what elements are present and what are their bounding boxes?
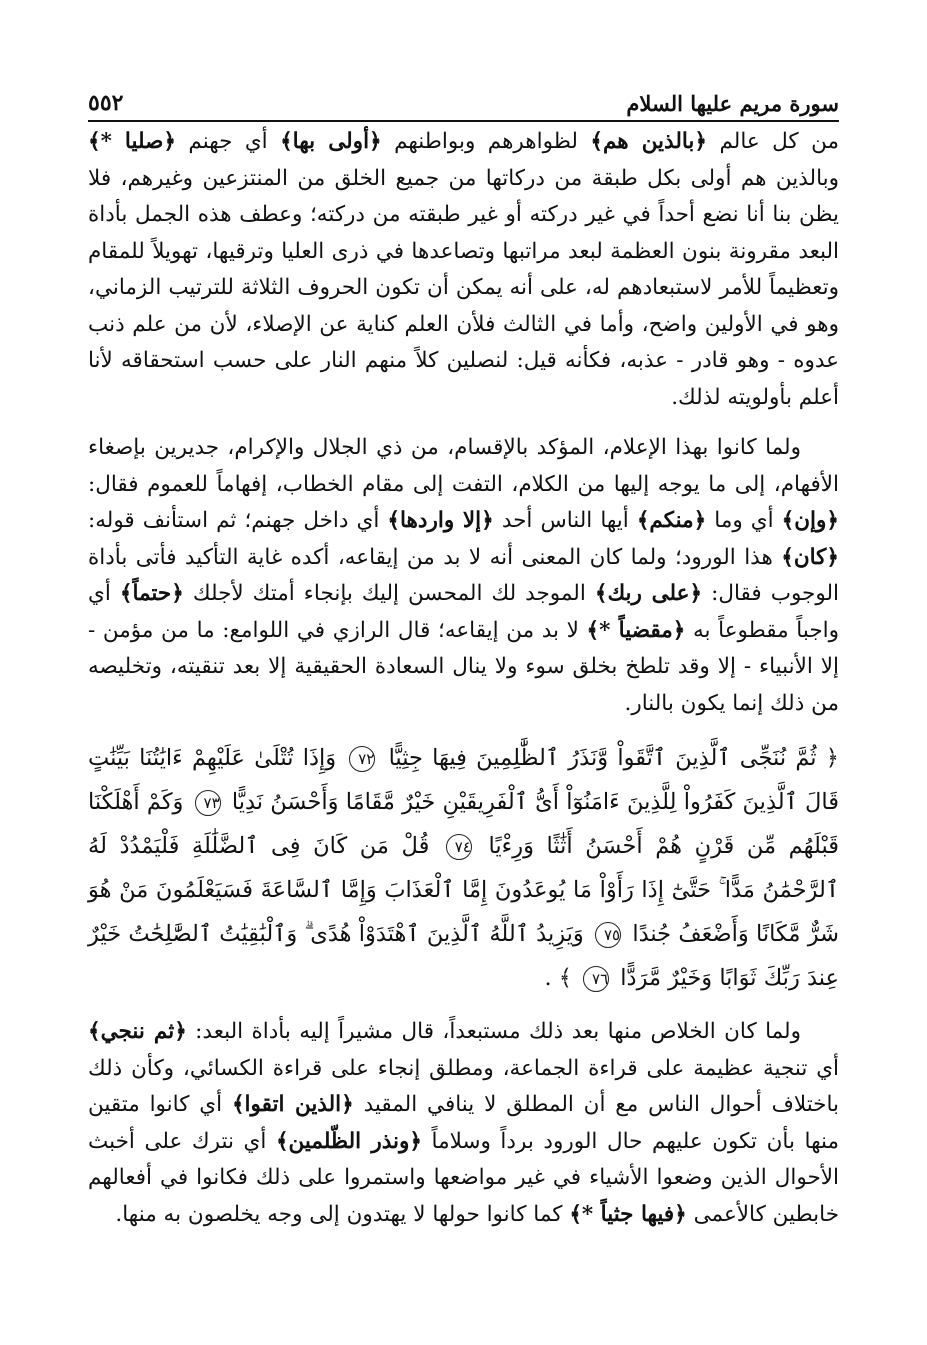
page-header bbox=[88, 80, 839, 122]
verse-closing-bracket: ﴾ . bbox=[544, 965, 580, 991]
ayah-number-marker: ٧٥ bbox=[595, 922, 621, 948]
quoted-phrase: ﴿حتماً﴾ bbox=[119, 581, 184, 606]
page-body bbox=[88, 124, 839, 1233]
quoted-phrase: ﴿إلا واردها﴾ bbox=[387, 508, 494, 533]
text-run: أي كانوا متقين منها بأن تكون عليهم حال الورود برداً وسلاماً bbox=[88, 1092, 839, 1154]
quran-verses bbox=[88, 736, 839, 1000]
text-run: وبالذين هم أولى بكل طبقة من دركاتها من جميع الخلق من المنتزعين وغيرهم، فلا يظن بنا أنا نضع أحداً في غير دركته أو غير طبقته من دركته؛ وعطف هذه الجمل بأداة البعد مقرونة بنون العظمة لبعد مراتبها وتصاعدها في ذرى العليا وترقيها، تهويلاً للمقام وتعظيماً للأمر لاستبعادهم له، على أنه يمكن أن تكون الحروف الثلاثة للترتيب الزماني، وهو في الأولين واضح، وأما في الثالث فلأن العلم كناية عن الإصلاء، لأن من علم ذنب عدوه - وهو قادر - عذبه، فكأنه قيل: لنصلين كلاً منهم النار على حسب استحقاقه لأنا أعلم بأولويته لذلك. bbox=[88, 165, 839, 410]
paragraph-1 bbox=[88, 124, 839, 416]
quoted-phrase: ﴿مقضياً *﴾ bbox=[586, 617, 686, 643]
text-run: أي داخل جهنم؛ ثم استأنف قوله: bbox=[88, 508, 388, 533]
paragraph-2 bbox=[88, 430, 839, 722]
quoted-phrase: ﴿على ربك﴾ bbox=[594, 581, 703, 606]
text-run: ولما كانوا بهذا الإعلام، المؤكد بالإقسام، من ذي الجلال والإكرام، جديرين بإصغاء الأفهام، إلى ما يوجه إليها من الكلام، التفت إلى مقام الخطاب، إفهاماً للعموم فقال: bbox=[88, 435, 839, 497]
text-run: لا بد من إيقاعه؛ قال الرازي في اللوامع: ما من مؤمن - إلا الأنبياء - إلا وقد تلطخ بخلق سوء ولا ينال السعادة الحقيقية إلا بعد تنقيته، وتخليصه من ذلك إنما يكون بالنار. bbox=[88, 617, 839, 716]
ayah-number-marker: ٧٦ bbox=[583, 966, 609, 992]
quoted-phrase: ﴿أولى بها﴾ bbox=[280, 129, 382, 154]
quoted-phrase: ﴿صليا *﴾ bbox=[88, 129, 176, 154]
text-run: أي نترك على أخبث الأحوال الذين وضعوا الأشياء في غير مواضعها واستمروا على ذلك فكانوا في أفعالهم خابطين كالأعمى bbox=[88, 1128, 839, 1227]
text-run: أي تنجية عظيمة على قراءة الجماعة، ومطلق إنجاء على قراءة الكسائي، وكأن ذلك باختلاف أحوال الناس مع أن المطلق لا ينافي المقيد bbox=[88, 1055, 840, 1117]
quoted-phrase: ﴿وإن﴾ bbox=[781, 508, 839, 533]
text-run: من كل عالم bbox=[707, 129, 839, 154]
text-run: الموجد لك المحسن إليك بإنجاء أمتك لأجلك bbox=[183, 581, 595, 606]
quoted-phrase: ﴿الذين اتقوا﴾ bbox=[231, 1092, 354, 1117]
ayah-number-marker: ٧٣ bbox=[195, 790, 221, 816]
text-run: لظواهرهم وبواطنهم bbox=[381, 129, 591, 154]
quoted-phrase: ﴿بالذين هم﴾ bbox=[590, 129, 708, 154]
verse-text: وَإِذَا تُتْلَىٰ عَلَيْهِمْ ءَايَٰتُنَا بَيِّنَٰتٍ قَالَ ٱلَّذِينَ كَفَرُواْ لِلَّذِينَ ءَامَنُوٓاْ أَىُّ ٱلْفَرِيقَيْنِ خَيْرٌ مَّقَامًا وَأَحْسَنُ نَدِيًّا bbox=[88, 745, 839, 815]
text-run: ولما كان الخلاص منها بعد ذلك مستبعداً، قال مشيراً إليه بأداة البعد: bbox=[186, 1019, 801, 1044]
text-run: هذا الورود؛ ولما كان المعنى أنه لا بد من إيقاعه، أكده غاية التأكيد فأتى بأداة الوجوب فقال: bbox=[88, 544, 839, 606]
quoted-phrase: ﴿ثم ننجي﴾ bbox=[88, 1019, 187, 1044]
text-run: كما كانوا حولها لا يهتدون إلى وجه يخلصون به منها. bbox=[115, 1201, 570, 1227]
paragraph-3 bbox=[88, 1014, 839, 1233]
ayah-number-marker: ٧٢ bbox=[349, 746, 375, 772]
text-run: أي وما bbox=[706, 508, 782, 533]
ayah-number-marker: ٧٤ bbox=[446, 834, 472, 860]
verse-text: ﴿ ثُمَّ نُنَجِّى ٱلَّذِينَ ٱتَّقَواْ وَّنَذَرُ ٱلظَّٰلِمِينَ فِيهَا جِثِيًّا bbox=[379, 745, 839, 771]
verse-text: وَيَزِيدُ ٱللَّهُ ٱلَّذِينَ ٱهْتَدَوْاْ هُدًى ۗ وَٱلْبَٰقِيَٰتُ ٱلصَّٰلِحَٰتُ خَيْرٌ عِندَ رَبِّكَ ثَوَابًا وَخَيْرٌ مَّرَدًّا bbox=[88, 921, 839, 991]
page-number: ٥٥٢ bbox=[88, 90, 124, 116]
quoted-phrase: ﴿فيها جثياً *﴾ bbox=[569, 1201, 687, 1227]
surah-title: سورة مريم عليها السلام bbox=[626, 91, 839, 116]
text-run: أي واجباً مقطوعاً به bbox=[88, 581, 839, 643]
verse-text: وَكَمْ أَهْلَكْنَا قَبْلَهُم مِّن قَرْنٍ هُمْ أَحْسَنُ أَثَٰثًا وَرِءْيًا bbox=[88, 789, 839, 859]
quoted-phrase: ﴿منكم﴾ bbox=[636, 508, 707, 533]
verse-text: قُلْ مَن كَانَ فِى ٱلضَّلَٰلَةِ فَلْيَمْدُدْ لَهُ ٱلرَّحْمَٰنُ مَدًّا ۚ حَتَّىٰٓ إِذَا رَأَوْاْ مَا يُوعَدُونَ إِمَّا ٱلْعَذَابَ وَإِمَّا ٱلسَّاعَةَ فَسَيَعْلَمُونَ مَنْ هُوَ شَرٌّ مَّكَانًا وَأَضْعَفُ جُندًا bbox=[88, 833, 839, 947]
quoted-phrase: ﴿كان﴾ bbox=[781, 544, 839, 570]
text-run: أي جهنم bbox=[175, 129, 281, 154]
text-run: أيها الناس أحد bbox=[493, 508, 637, 533]
quoted-phrase: ﴿ونذر الظّلمين﴾ bbox=[275, 1128, 422, 1154]
